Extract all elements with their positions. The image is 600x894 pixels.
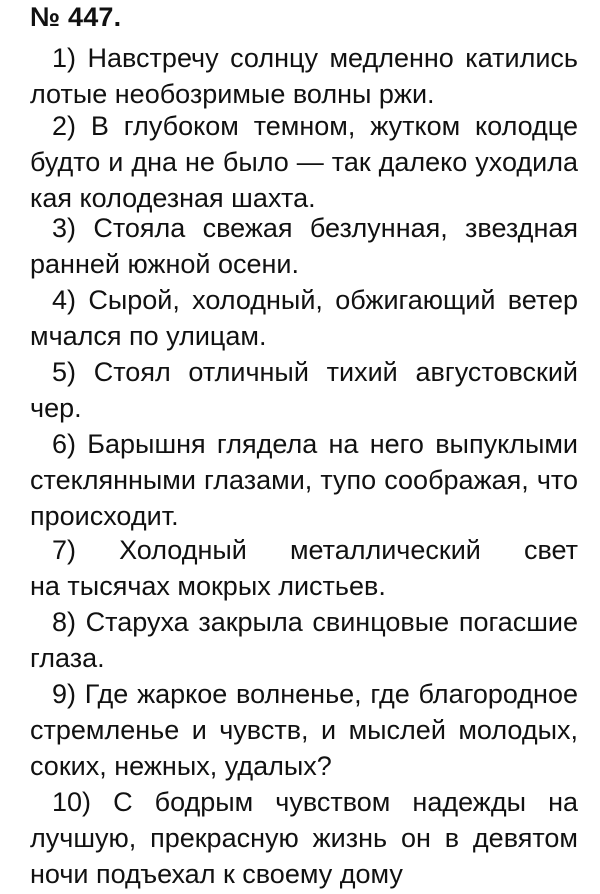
- sentence-line: происходит.: [30, 501, 179, 531]
- sentence-line: 1) Навстречу солнцу медленно катились: [52, 43, 578, 73]
- sentence-item-7: [30, 532, 578, 604]
- sentence-line: кая колодезная шахта.: [30, 183, 316, 213]
- sentence-item-10: [30, 784, 578, 892]
- sentence-line: лучшую, прекрасную жизнь он в девятом: [30, 823, 578, 853]
- sentence-line: чер.: [30, 393, 82, 423]
- sentence-item-9: [30, 676, 578, 784]
- sentence-line: 8) Старуха закрыла свинцовые погасшие: [52, 607, 578, 637]
- sentence-line: 9) Где жаркое волненье, где благородное: [52, 679, 578, 709]
- sentence-item-6: [30, 426, 578, 534]
- sentence-line: на тысячах мокрых листьев.: [30, 571, 386, 601]
- sentence-line: 6) Барышня глядела на него выпуклыми: [52, 429, 578, 459]
- sentence-line: 2) В глубоком темном, жутком колодце: [52, 111, 578, 141]
- sentence-line: стремленье и чувств, и мыслей молодых,: [30, 715, 578, 745]
- sentence-line: 4) Сырой, холодный, обжигающий ветер: [52, 285, 578, 315]
- sentence-line: ночи подъехал к своему дому: [30, 859, 403, 889]
- sentence-item-1: [30, 40, 578, 112]
- sentence-item-5: [30, 354, 578, 426]
- sentence-line: стеклянными глазами, тупо соображая, что: [30, 465, 578, 495]
- sentence-line: ранней южной осени.: [30, 249, 299, 279]
- sentence-item-4: [30, 282, 578, 354]
- sentence-line: лотые необозримые волны ржи.: [30, 79, 435, 109]
- sentence-line: будто и дна не было — так далеко уходила: [30, 147, 578, 177]
- sentence-line: 3) Стояла свежая безлунная, звездная: [52, 213, 578, 243]
- sentence-item-8: [30, 604, 578, 676]
- sentence-line: глаза.: [30, 643, 105, 673]
- exercise-number: № 447.: [30, 2, 122, 32]
- sentence-line: мчался по улицам.: [30, 321, 267, 351]
- sentence-item-3: [30, 210, 578, 282]
- sentence-line: 7) Холодный металлический свет: [52, 535, 578, 565]
- sentence-line: 10) С бодрым чувством надежды на: [52, 787, 578, 817]
- sentence-line: 5) Стоял отличный тихий августовский: [52, 357, 578, 387]
- sentence-line: соких, нежных, удалых?: [30, 751, 332, 781]
- sentence-item-2: [30, 108, 578, 216]
